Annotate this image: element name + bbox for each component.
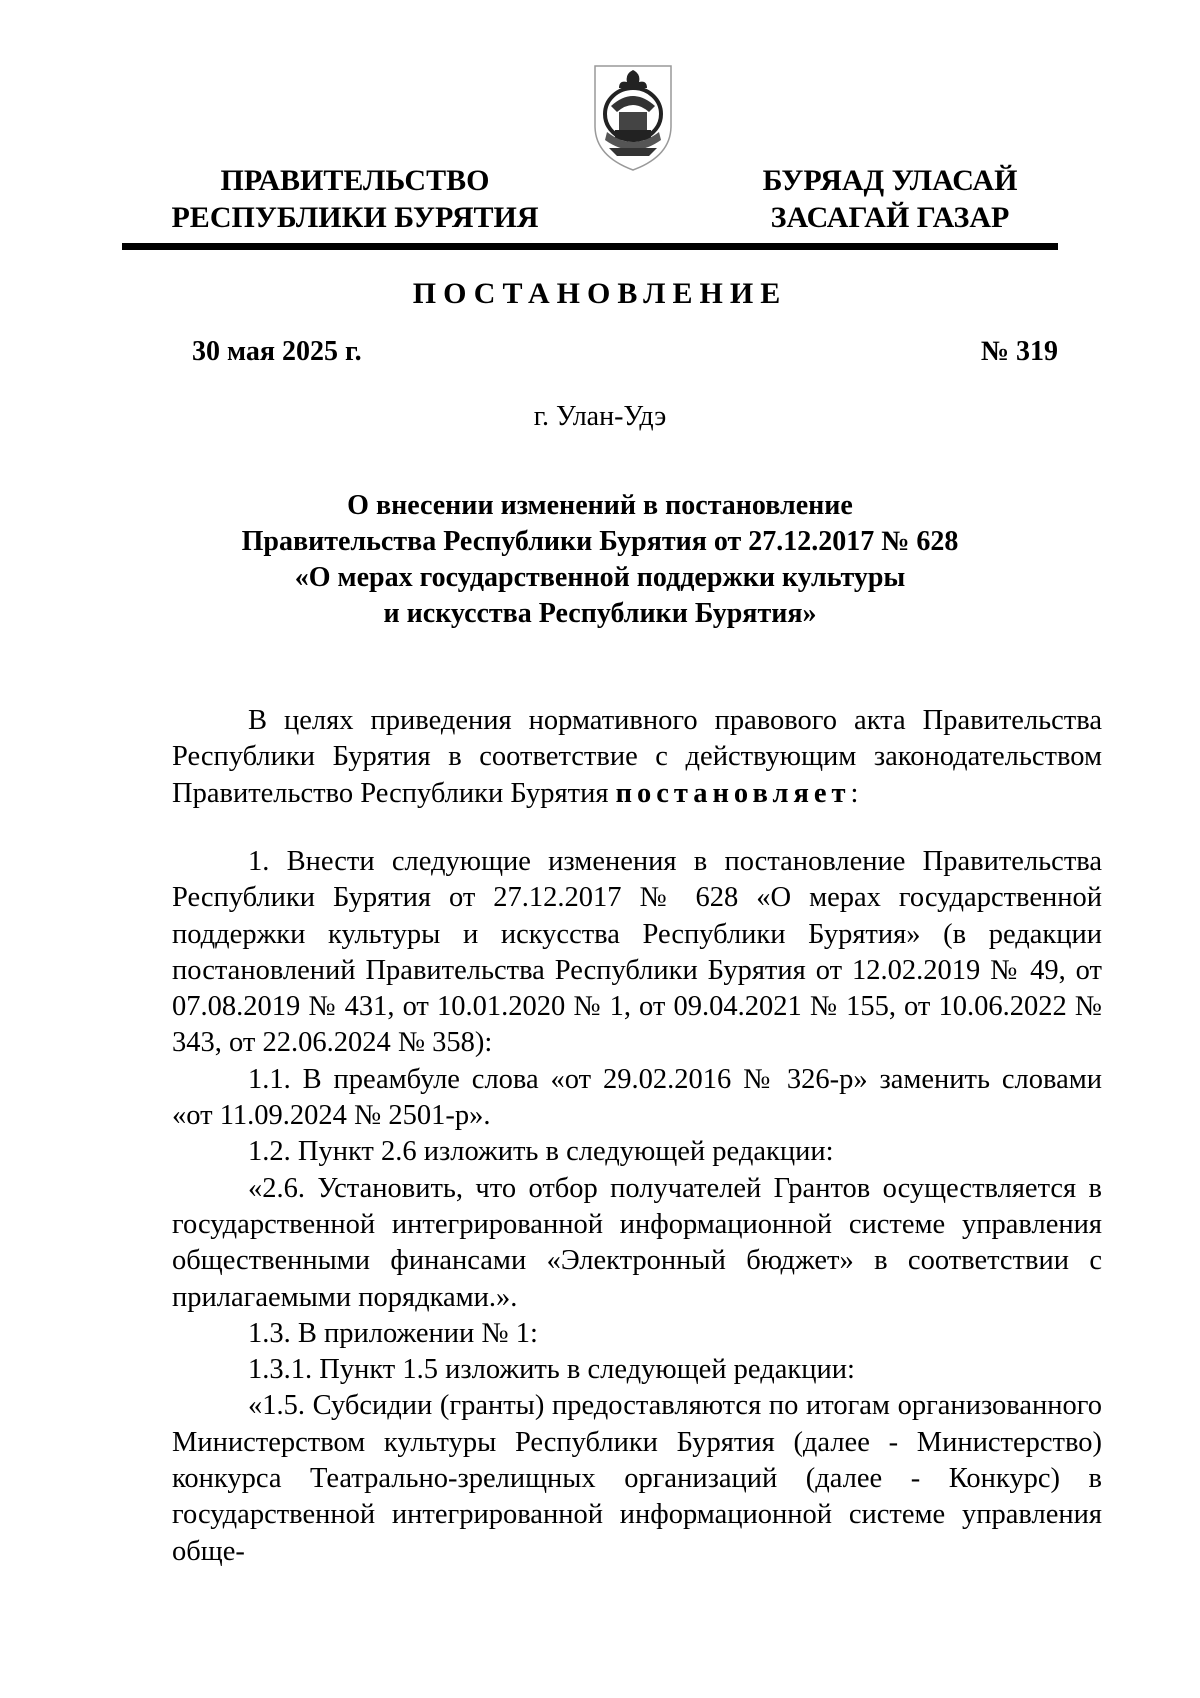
body-paragraph: 1.2. Пункт 2.6 изложить в следующей редакции: <box>248 1136 834 1168</box>
body-paragraph: 1.3. В приложении № 1: <box>248 1317 538 1349</box>
preamble-colon: : <box>850 777 859 809</box>
title-line: Правительства Республики Бурятия от 27.12.2017 № 628 <box>241 526 959 557</box>
body-paragraph: 1.1. В преамбуле слова «от 29.02.2016 № 326-р» заменить словами «от 11.09.2024 № 2501-р». <box>172 1063 1102 1132</box>
government-name-line2: РЕСПУБЛИКИ БУРЯТИЯ <box>171 201 539 234</box>
resolution-body <box>172 844 1102 1570</box>
document-city: г. Улан-Удэ <box>533 401 667 432</box>
preamble-text: В целях приведения нормативного правового акта Правительства Республики Бурятия в соответствие с действующим законодательством Правительство Республики Бурятия <box>172 705 1102 809</box>
body-paragraph: 1.3.1. Пункт 1.5 изложить в следующей редакции: <box>248 1354 855 1386</box>
document-date: 30 мая 2025 г. <box>192 336 362 367</box>
coat-of-arms-icon <box>589 56 677 174</box>
government-name-line1: ПРАВИТЕЛЬСТВО <box>220 164 490 197</box>
government-name-buryat-line2: ЗАСАГАЙ ГАЗАР <box>770 201 1010 234</box>
body-paragraph: 1. Внести следующие изменения в постановление Правительства Республики Бурятия от 27.12.2017 № 628 «О мерах государственной поддержки культуры и искусства Республики Бурятия» (в редакции постановлений Правительства Республики Бурятия от 12.02.2019 № 49, от 07.08.2019 № 431, от 10.01.2020 № 1, от 09.04.2021 № 155, от 10.06.2022 № 343, от 22.06.2024 № 358): <box>172 846 1102 1059</box>
document-title <box>180 488 1020 632</box>
body-paragraph: «1.5. Субсидии (гранты) предоставляются по итогам организованного Министерством культуры Республики Бурятия (далее - Министерство) конкурса Театрально-зрелищных организаций (далее - Конкурс) в государственной интегрированной информационной системе управления обще- <box>172 1390 1102 1567</box>
title-line: О внесении изменений в постановление <box>347 490 853 521</box>
header-divider <box>122 243 1058 250</box>
title-line: «О мерах государственной поддержки культуры <box>294 562 906 593</box>
body-paragraph: «2.6. Установить, что отбор получателей Грантов осуществляется в государственной интегрированной информационной системе управления общественными финансами «Электронный бюджет» в соответствии с прилагаемыми порядками.». <box>172 1172 1102 1313</box>
government-name-buryat-line1: БУРЯАД УЛАСАЙ <box>762 164 1018 197</box>
preamble <box>172 703 1102 812</box>
preamble-paragraph <box>172 703 1102 812</box>
resolves-word: постановляет <box>615 777 851 809</box>
government-name-buryat <box>750 162 1030 236</box>
document-type: ПОСТАНОВЛЕНИЕ <box>412 277 788 310</box>
document-number: № 319 <box>980 336 1058 367</box>
government-name-russian <box>160 162 550 236</box>
title-line: и искусства Республики Бурятия» <box>383 598 817 629</box>
